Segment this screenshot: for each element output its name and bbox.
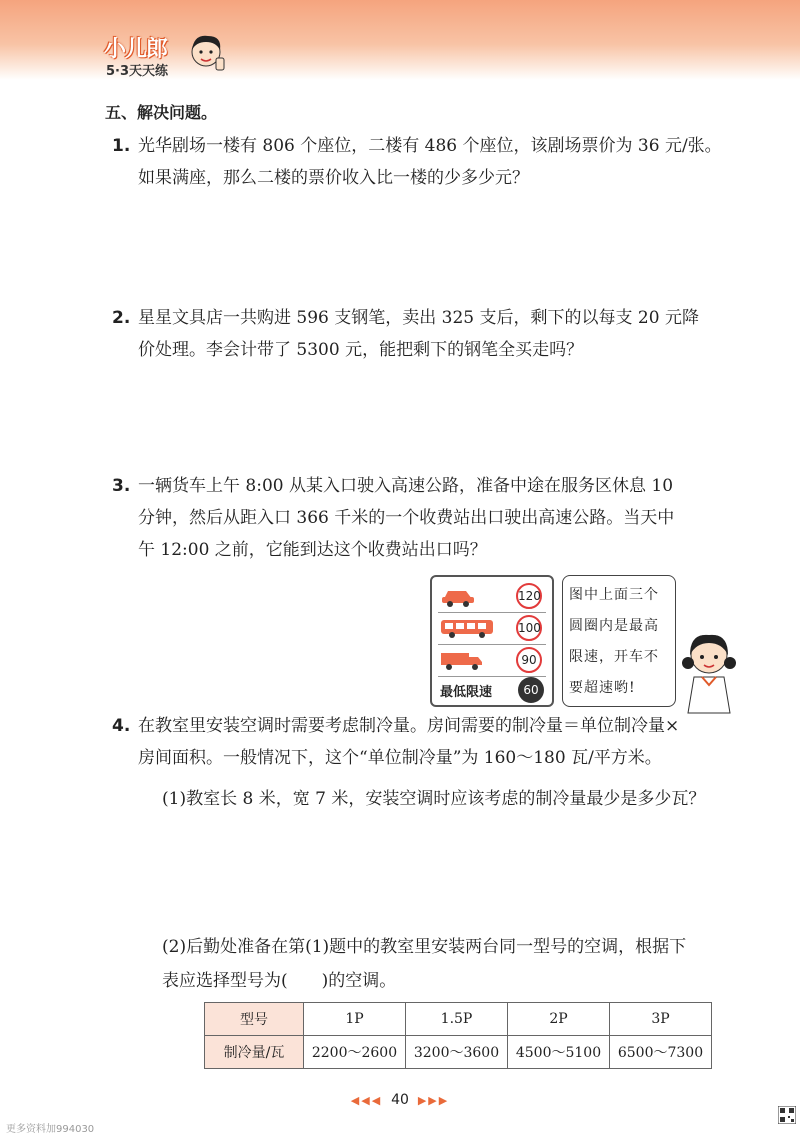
bubble-line: 图中上面三个 bbox=[569, 587, 659, 603]
table-row bbox=[205, 1003, 712, 1036]
sub-question-2 bbox=[162, 930, 762, 998]
divider bbox=[438, 612, 546, 613]
question-text: 在教室里安装空调时需要考虑制冷量。房间需要的制冷量＝单位制冷量× bbox=[138, 716, 680, 736]
section-title: 五、解决问题。 bbox=[105, 103, 218, 122]
girl-character-icon bbox=[676, 625, 742, 715]
table-cell: 6500～7300 bbox=[610, 1036, 712, 1069]
boy-mascot-icon bbox=[186, 30, 226, 80]
speed-row-truck bbox=[438, 647, 546, 673]
table-cell: 3200～3600 bbox=[406, 1036, 508, 1069]
page-footer bbox=[0, 1092, 800, 1108]
bus-icon bbox=[440, 617, 494, 639]
question-text: 星星文具店一共购进 596 支钢笔，卖出 325 支后，剩下的以每支 20 元降 bbox=[138, 308, 699, 328]
logo-title: 小儿郎 bbox=[104, 37, 168, 62]
question-3 bbox=[112, 470, 758, 566]
question-number: 4. bbox=[112, 716, 131, 736]
table-cell: 2200～2600 bbox=[304, 1036, 406, 1069]
question-text: 价处理。李会计带了 5300 元，能把剩下的钢笔全买走吗？ bbox=[138, 340, 584, 360]
sub-question-1: (1)教室长 8 米，宽 7 米，安装空调时应该考虑的制冷量最少是多少瓦？ bbox=[162, 789, 706, 809]
divider bbox=[438, 644, 546, 645]
table-cell: 1.5P bbox=[406, 1003, 508, 1036]
speed-row-car bbox=[438, 583, 546, 609]
truck-icon bbox=[440, 649, 484, 671]
question-text: 午 12:00 之前，它能到达这个收费站出口吗？ bbox=[138, 540, 487, 560]
question-text: 房间面积。一般情况下，这个“单位制冷量”为 160～180 瓦/平方米。 bbox=[138, 748, 662, 768]
speed-row-bus bbox=[438, 615, 546, 641]
logo-subtitle: 5·3天天练 bbox=[106, 64, 169, 79]
question-text: 一辆货车上午 8:00 从某入口驶入高速公路，准备中途在服务区休息 10 bbox=[138, 476, 674, 496]
page-number: 40 bbox=[391, 1092, 409, 1108]
question-text: 分钟，然后从距入口 366 千米的一个收费站出口驶出高速公路。当天中 bbox=[138, 508, 675, 528]
question-number: 2. bbox=[112, 308, 131, 328]
ac-model-table bbox=[204, 1002, 712, 1069]
table-cell: 1P bbox=[304, 1003, 406, 1036]
table-header-cell: 制冷量/瓦 bbox=[205, 1036, 304, 1069]
table-cell: 2P bbox=[508, 1003, 610, 1036]
table-row bbox=[205, 1036, 712, 1069]
table-cell: 4500～5100 bbox=[508, 1036, 610, 1069]
left-arrows-icon: ◀◀◀ bbox=[350, 1094, 383, 1107]
bubble-line: 要超速哟! bbox=[569, 680, 636, 696]
question-text: 表应选择型号为( )的空调。 bbox=[162, 971, 397, 991]
table-header-cell: 型号 bbox=[205, 1003, 304, 1036]
speed-sign-car: 120 bbox=[516, 583, 542, 609]
logo bbox=[104, 30, 224, 82]
question-number: 3. bbox=[112, 476, 131, 496]
question-4 bbox=[112, 710, 758, 774]
car-icon bbox=[440, 585, 476, 607]
right-arrows-icon: ▶▶▶ bbox=[417, 1094, 450, 1107]
bubble-line: 限速，开车不 bbox=[569, 649, 659, 665]
question-number: 1. bbox=[112, 136, 131, 156]
table-cell: 3P bbox=[610, 1003, 712, 1036]
bubble-line: 圆圈内是最高 bbox=[569, 618, 659, 634]
question-text: (2)后勤处准备在第(1)题中的教室里安装两台同一型号的空调，根据下 bbox=[162, 937, 687, 957]
speed-sign-bus: 100 bbox=[516, 615, 542, 641]
question-text: 光华剧场一楼有 806 个座位，二楼有 486 个座位，该剧场票价为 36 元/张。 bbox=[138, 136, 722, 156]
question-1 bbox=[112, 130, 758, 194]
speech-bubble bbox=[562, 575, 676, 707]
speed-sign-truck: 90 bbox=[516, 647, 542, 673]
footer-note: 更多资料加994030 bbox=[6, 1124, 95, 1135]
min-speed-label: 最低限速 bbox=[440, 685, 493, 700]
min-speed-sign: 60 bbox=[518, 677, 544, 703]
question-text: 如果满座，那么二楼的票价收入比一楼的少多少元？ bbox=[138, 168, 529, 188]
speed-limit-panel bbox=[430, 575, 554, 707]
question-2 bbox=[112, 302, 758, 366]
qr-code-icon bbox=[778, 1106, 796, 1124]
